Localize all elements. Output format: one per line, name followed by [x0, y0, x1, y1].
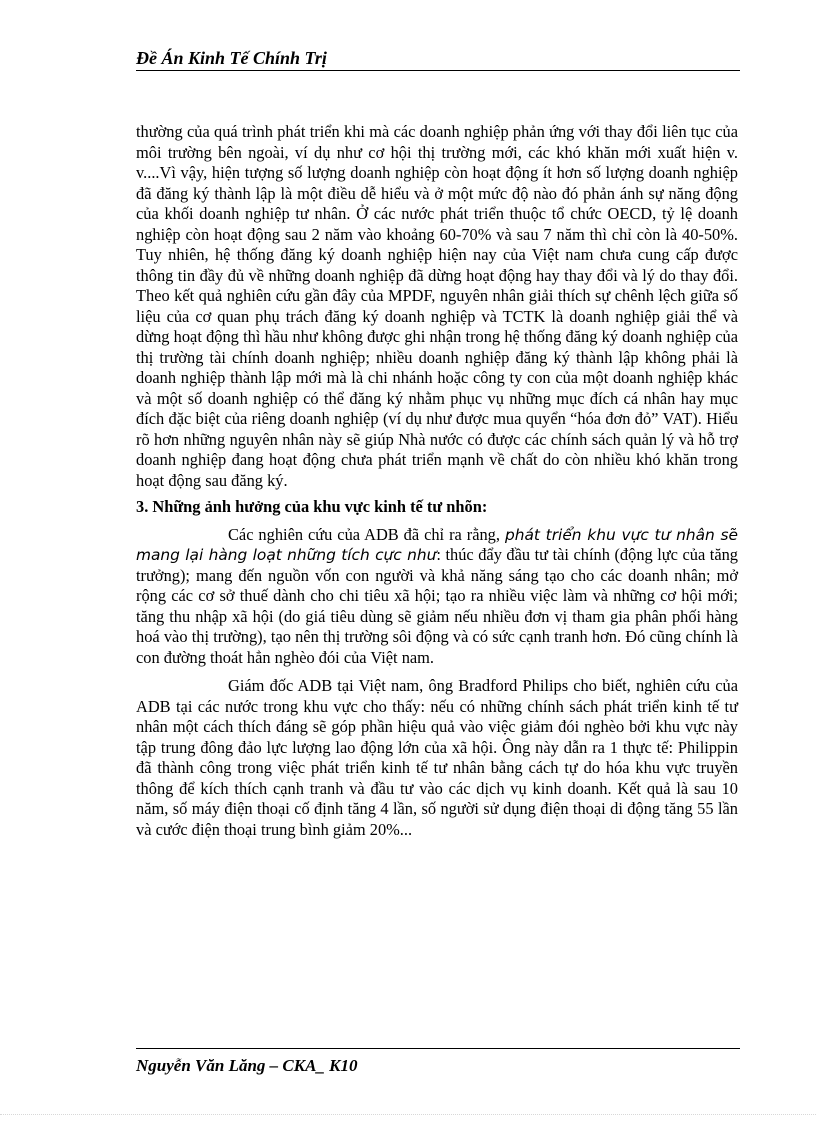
footer-divider: [136, 1048, 740, 1049]
paragraph-adb-director: Giám đốc ADB tại Việt nam, ông Bradford Philips cho biết, nghiên cứu của ADB tại các nước trong khu vực cho thấy: nếu có những chính sách phát triển kinh tế tư nhân một cách thích đáng sẽ góp phần hiệu quả vào việc giảm đói nghèo bởi khu vực này tập trung đông đảo lực lượng lao động lớn của xã hội. Ông này dẫn ra 1 thực tế: Philippin đã thành công trong việc phát triển kinh tế tư nhân bằng cách tự do hóa khu vực truyền thông để kích thích cạnh tranh và đầu tư vào các dịch vụ kinh doanh. Kết quả là sau 10 năm, số máy điện thoại cố định tăng 4 lần, số người sử dụng điện thoại di động tăng 55 lần và cước điện thoại trung bình giảm 20%...: [136, 676, 738, 839]
paragraph-continuation: thường của quá trình phát triển khi mà các doanh nghiệp phản ứng với thay đổi liên tục của môi trường bên ngoài, ví dụ như cơ hội thị trường mới, các khó khăn mới xuất hiện v. v....Vì vậy, hiện tượng số lượng doanh nghiệp còn hoạt động ít hơn số lượng doanh nghiệp đã đăng ký thành lập là một điều dễ hiểu và ở một mức độ nào đó phản ánh sự năng động của khối doanh nghiệp tư nhân. Ở các nước phát triển thuộc tổ chức OECD, tỷ lệ doanh nghiệp còn hoạt động sau 2 năm vào khoảng 60-70% và sau 7 năm thì chỉ còn là 40-50%. Tuy nhiên, hệ thống đăng ký doanh nghiệp hiện nay của Việt nam chưa cung cấp được thông tin đầy đủ về những doanh nghiệp đã dừng hoạt động hay thay đổi và lý do thay đổi. Theo kết quả nghiên cứu gần đây của MPDF, nguyên nhân giải thích sự chênh lệch giữa số liệu của cơ quan phụ trách đăng ký doanh nghiệp và TCTK là doanh nghiệp giải thể và dừng hoạt động thì hầu như không được ghi nhận trong hệ thống đăng ký doanh nghiệp của thị trường tài chính doanh nghiệp; nhiều doanh nghiệp đăng ký thành lập không phải là doanh nghiệp thành lập mới mà là chi nhánh hoặc công ty con của một doanh nghiệp khác và một số doanh nghiệp có thể đăng ký nhằm phục vụ những mục đích cá nhân hay mục đích đặc biệt của riêng doanh nghiệp (ví dụ như được mua quyển “hóa đơn đỏ” VAT). Hiểu rõ hơn những nguyên nhân này sẽ giúp Nhà nước có được các chính sách quản lý và hỗ trợ doanh nghiệp đang hoạt động chưa phát triển mạnh về chất do còn nhiều khó khăn trong hoạt động sau đăng ký.: [136, 122, 738, 490]
page-header-title: Đề Án Kinh Tế Chính Trị: [136, 48, 327, 68]
paragraph-adb-intro: Các nghiên cứu của ADB đã chỉ ra rằng,: [228, 524, 505, 544]
paragraph-adb-research: [136, 525, 738, 669]
paragraph-adb-emphasis: phát triển khu vực tư nhân sẽ mang lại hàng loạt những tích cực như: [136, 525, 738, 564]
header-divider: [136, 70, 740, 71]
paragraph-adb-benefits: : thúc đẩy đầu tư tài chính (động lực của tăng trưởng); mang đến nguồn vốn con người và khả năng sáng tạo cho các doanh nhân; mở rộng các cơ sở thuế dành cho chi tiêu xã hội; tạo ra nhiều việc làm và những cơ hội mới; tăng thu nhập xã hội (do giá tiêu dùng sẽ giảm nếu nhiều đơn vị tham gia phân phối hàng hoá vào thị trường), tạo nên thị trường sôi động và có sức cạnh tranh hơn. Đó cũng chính là con đường thoát hẳn nghèo đói của Việt nam.: [136, 545, 738, 667]
section-heading: 3. Những ảnh hưởng của khu vực kinh tế tư nhõn:: [136, 497, 488, 516]
page-edge-line: [0, 1114, 816, 1115]
document-body: [136, 122, 738, 840]
page-footer-author: Nguyễn Văn Lăng – CKA_ K10: [136, 1056, 358, 1075]
